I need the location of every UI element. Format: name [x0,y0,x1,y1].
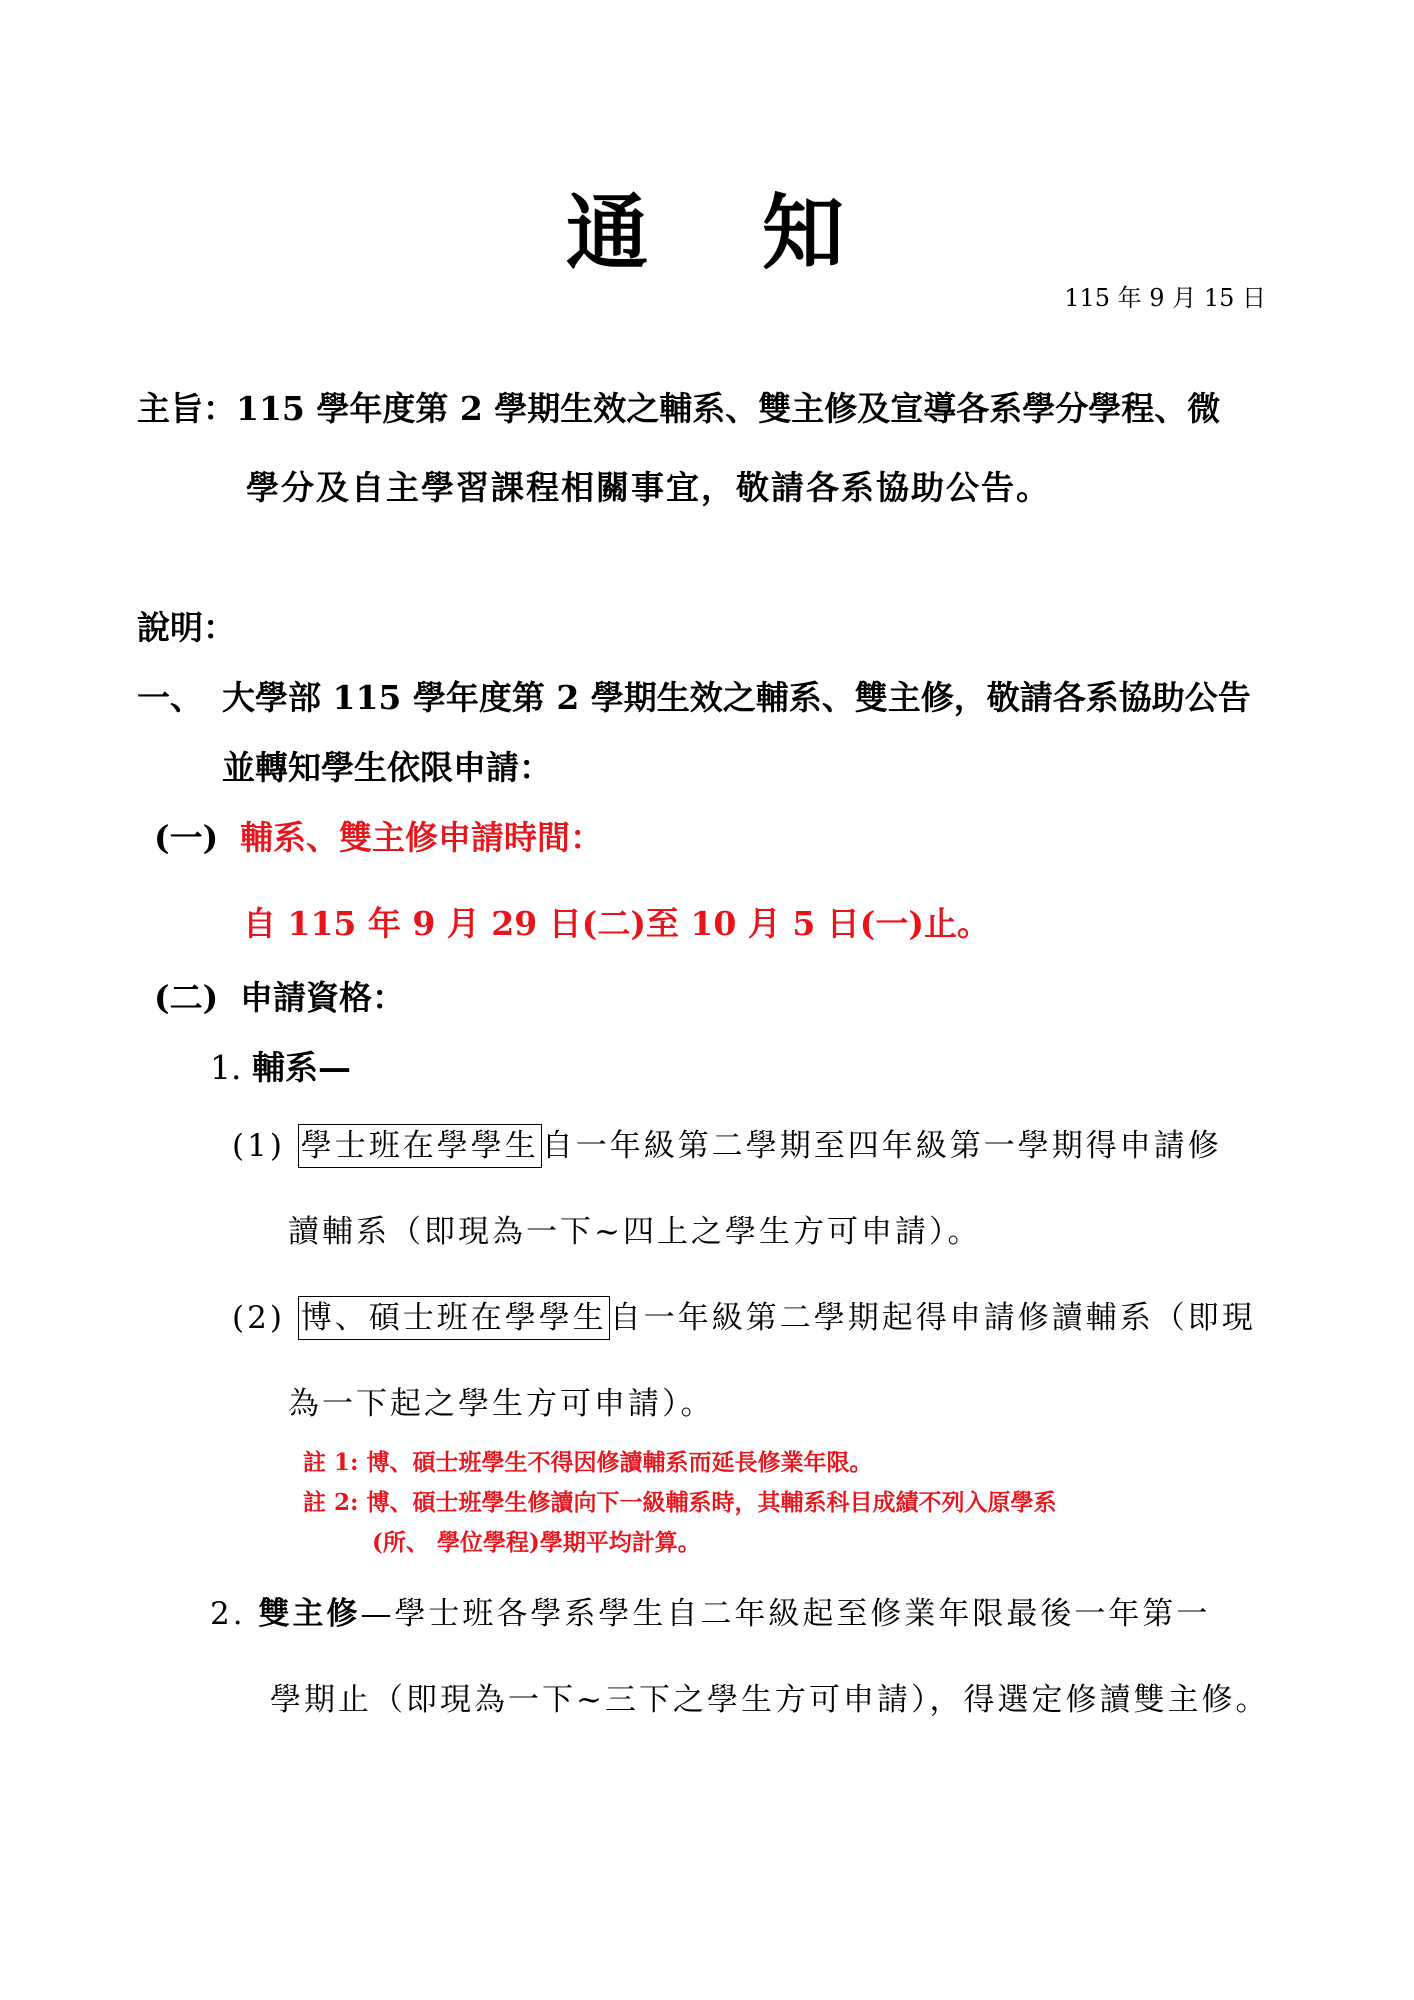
subject-line-2: 學分及自主學習課程相關事宜，敬請各系協助公告。 [246,468,1051,507]
point-2-number: (2) [232,1300,285,1336]
point-1-number: (1) [232,1128,285,1164]
note-1: 註 1: 博、碩士班學生不得因修讀輔系而延長修業年限。 [303,1449,873,1476]
item-2-label: 雙主修 [258,1596,361,1632]
title-char-2: 知 [762,185,849,281]
point-2-boxed-term: 博、碩士班在學學生 [298,1296,610,1340]
note-2-line-1: 註 2: 博、碩士班學生修讀向下一級輔系時，其輔系科目成績不列入原學系 [303,1489,1057,1516]
sub-1-heading: 輔系、雙主修申請時間： [240,818,603,857]
subject-label: 主旨： [137,389,236,428]
point-1-text-1: 自一年級第二學期至四年級第一學期得申請修 [541,1128,1222,1164]
item-1-point-1-line-1 [232,1120,1222,1168]
section-1-line-1: 大學部 115 學年度第 2 學期生效之輔系、雙主修，敬請各系協助公告 [222,678,1251,717]
section-1-line-2: 並轉知學生依限申請： [222,748,552,787]
item-1-number: 1. [210,1048,242,1087]
point-1-text-2: 讀輔系（即現為一下~四上之學生方可申請）。 [288,1214,982,1250]
title-char-1: 通 [565,185,652,281]
document-title [0,168,1414,285]
subject-text-1: 115 學年度第 2 學期生效之輔系、雙主修及宣導各系學分學程、微 [236,389,1221,428]
point-2-text-1: 自一年級第二學期起得申請修讀輔系（即現 [609,1300,1256,1336]
point-1-boxed-term: 學士班在學學生 [298,1124,542,1168]
item-1-point-2-line-1 [232,1292,1256,1340]
subject-line-1 [137,383,1220,430]
sub-2-heading: 申請資格： [240,978,405,1017]
sub-2-number: (二) [154,978,219,1017]
item-2-line-1 [210,1588,1210,1633]
note-2-line-2: (所、 學位學程)學期平均計算。 [372,1529,701,1556]
point-2-text-2: 為一下起之學生方可申請）。 [288,1386,715,1422]
item-2-text-1: —學士班各學系學生自二年級起至修業年限最後一年第一 [360,1596,1211,1632]
section-1-number: 一、 [137,678,203,717]
application-period: 自 115 年 9 月 29 日(二)至 10 月 5 日(一)止。 [243,904,990,943]
item-2-number: 2. [210,1596,246,1632]
sub-1-number: (一) [154,818,219,857]
item-2-text-2: 學期止（即現為一下~三下之學生方可申請），得選定修讀雙主修。 [270,1682,1270,1718]
explanation-label: 說明： [137,608,236,647]
item-1-heading [210,1042,351,1089]
item-1-label: 輔系— [252,1048,351,1087]
notice-date: 115 年 9 月 15 日 [1064,284,1266,312]
